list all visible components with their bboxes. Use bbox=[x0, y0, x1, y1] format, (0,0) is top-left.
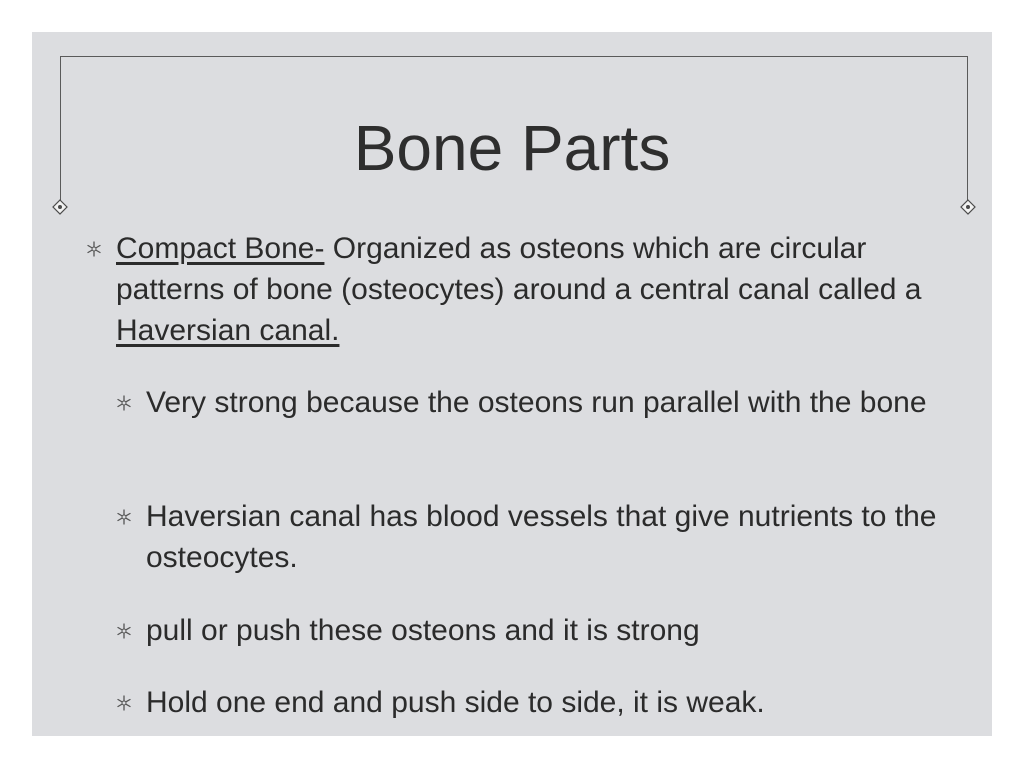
asterisk-bullet-icon bbox=[84, 239, 104, 259]
slide bbox=[32, 32, 992, 736]
asterisk-bullet-icon bbox=[114, 507, 134, 527]
sub-bullet-1 bbox=[146, 382, 946, 423]
asterisk-bullet-icon bbox=[114, 693, 134, 713]
sub-bullet-3 bbox=[146, 610, 946, 651]
term-haversian-canal: Haversian canal. bbox=[116, 314, 340, 347]
asterisk-bullet-icon bbox=[114, 621, 134, 641]
sub-bullet-4 bbox=[146, 682, 946, 723]
sub-bullet-text: pull or push these osteons and it is strong bbox=[146, 614, 700, 647]
slide-title: Bone Parts bbox=[353, 112, 671, 184]
diamond-dot-icon bbox=[52, 199, 68, 215]
bullet-text: Organized as osteons which are circular patterns of bone (osteocytes) around a central canal called a bbox=[116, 232, 922, 306]
asterisk-bullet-icon bbox=[114, 393, 134, 413]
bullet-compact-bone bbox=[116, 228, 956, 351]
diamond-dot-icon bbox=[960, 199, 976, 215]
sub-bullet-text: Hold one end and push side to side, it is weak. bbox=[146, 686, 765, 719]
sub-bullet-text: Very strong because the osteons run parallel with the bone bbox=[146, 386, 927, 419]
sub-bullet-text: Haversian canal has blood vessels that give nutrients to the osteocytes. bbox=[146, 500, 937, 574]
sub-bullet-2 bbox=[146, 496, 946, 578]
term-compact-bone: Compact Bone- bbox=[116, 232, 325, 265]
